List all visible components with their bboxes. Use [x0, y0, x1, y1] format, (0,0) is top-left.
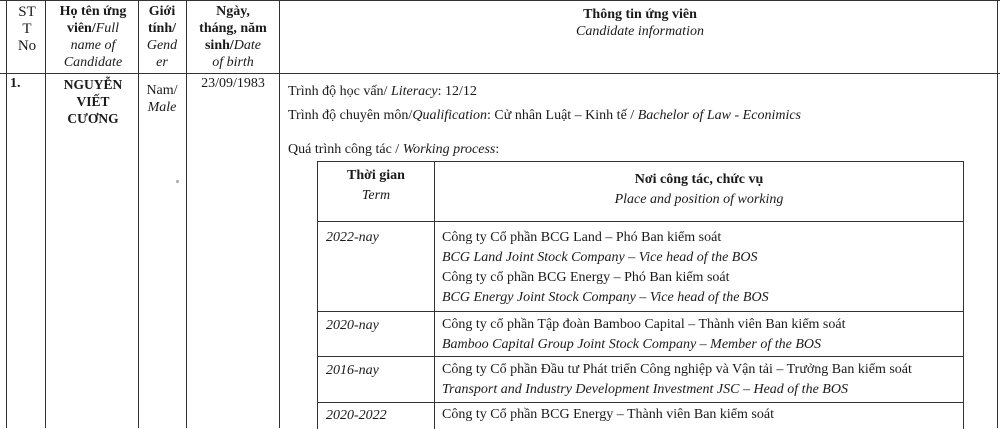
- qualification-value-vi: : Cử nhân Luật – Kinh tế /: [487, 108, 638, 123]
- work-table-row-border: [318, 311, 963, 312]
- work-table-header-border: [318, 221, 963, 222]
- place-line: Bamboo Capital Group Joint Stock Company – Member of the BOS: [442, 337, 821, 352]
- header-info: [280, 6, 1000, 40]
- table-row-term: 2020-2022: [326, 408, 387, 423]
- col-border-name: [138, 0, 139, 428]
- candidate-gender-vi: Nam/: [146, 83, 178, 98]
- header-name-line: name of: [70, 38, 116, 53]
- place-line: BCG Energy Joint Stock Company – Vice head of the BOS: [442, 290, 769, 305]
- literacy-label-en: Literacy: [390, 84, 438, 99]
- candidate-name: [48, 76, 138, 127]
- header-dob-line: Ngày,: [216, 4, 250, 19]
- header-dob-line: Date: [233, 38, 262, 53]
- place-line: Công ty Cổ phần BCG Land – Phó Ban kiểm soát: [442, 230, 722, 245]
- term-header-en: Term: [361, 188, 391, 203]
- col-border-left: [6, 0, 7, 428]
- working-process-line: [288, 141, 499, 158]
- candidate-name-line: VIẾT: [76, 94, 110, 109]
- literacy-value: : 12/12: [437, 84, 477, 99]
- header-stt-line: T: [22, 21, 32, 37]
- header-stt-line: ST: [18, 4, 36, 20]
- header-name-line: Họ tên ứng: [59, 4, 127, 19]
- col-border-dob: [279, 0, 280, 428]
- place-line: Công ty Cổ phần Đầu tư Phát triển Công nghiệp và Vận tải – Trưởng Ban kiểm soát: [442, 362, 912, 377]
- table-row-term: 2022-nay: [326, 230, 379, 245]
- candidate-name-line: CƯƠNG: [67, 111, 119, 126]
- header-bottom-border: [0, 73, 1000, 74]
- col-border-right: [997, 0, 998, 428]
- place-header-vi: Nơi công tác, chức vụ: [634, 172, 764, 187]
- header-dob: [188, 3, 278, 71]
- work-table-row-border: [318, 356, 963, 357]
- work-table-term-header: [318, 166, 434, 206]
- candidate-gender-en: Male: [147, 100, 177, 115]
- header-name-line: viên/: [66, 21, 96, 36]
- place-line: Công ty Cổ phần BCG Energy – Thành viên Ban kiểm soát: [442, 407, 774, 422]
- working-process-label-vi: Quá trình công tác /: [288, 142, 403, 157]
- header-stt: [12, 4, 42, 55]
- header-dob-line: sinh/: [204, 38, 234, 53]
- header-info-en: Candidate information: [576, 24, 704, 39]
- qualification-label-vi: Trình độ chuyên môn/: [288, 108, 413, 123]
- work-history-table: [317, 161, 964, 429]
- table-row-place: [442, 360, 912, 400]
- work-table-row-border: [318, 402, 963, 403]
- work-table-place-header: [435, 170, 963, 210]
- header-name-line: Full: [95, 21, 120, 36]
- header-dob-line: of birth: [212, 55, 254, 70]
- working-process-label-en: Working process: [402, 142, 496, 157]
- table-top-border: [0, 0, 1000, 1]
- scan-speck: [176, 180, 179, 183]
- candidate-dob: 23/09/1983: [201, 76, 265, 91]
- table-row-term: 2016-nay: [326, 363, 379, 378]
- term-header-vi: Thời gian: [347, 168, 405, 183]
- table-row-place: [442, 405, 774, 425]
- place-line: Công ty cổ phần Tập đoàn Bamboo Capital – Thành viên Ban kiểm soát: [442, 317, 846, 332]
- place-header-en: Place and position of working: [614, 192, 784, 207]
- header-info-vi: Thông tin ứng viên: [583, 7, 697, 22]
- header-name-line: Candidate: [63, 55, 123, 70]
- header-name: [48, 3, 138, 71]
- header-gender-line: er: [156, 55, 168, 70]
- candidate-name-line: NGUYỄN: [63, 77, 123, 92]
- place-line: Công ty cổ phần BCG Energy – Phó Ban kiểm soát: [442, 270, 730, 285]
- header-stt-line: No: [17, 38, 37, 54]
- header-gender-line: Gend: [146, 38, 178, 53]
- place-line: BCG Land Joint Stock Company – Vice head of the BOS: [442, 250, 758, 265]
- col-border-stt: [45, 0, 46, 428]
- header-gender-line: Giới: [148, 4, 176, 19]
- col-border-gender: [186, 0, 187, 428]
- header-gender-line: tính/: [147, 21, 176, 36]
- qualification-value-en: Bachelor of Law - Econimics: [637, 108, 801, 123]
- header-dob-line: tháng, năm: [199, 21, 267, 36]
- literacy-line: [288, 83, 477, 100]
- place-line: Transport and Industry Development Investment JSC – Head of the BOS: [442, 382, 848, 397]
- literacy-label-vi: Trình độ học vấn/: [288, 84, 391, 99]
- header-gender: [140, 3, 184, 71]
- table-row-place: [442, 315, 845, 355]
- working-process-colon: :: [495, 142, 500, 157]
- qualification-label-en: Qualification: [412, 108, 487, 123]
- table-row-place: [442, 228, 769, 308]
- candidate-gender: [140, 82, 184, 116]
- row-number: 1.: [10, 76, 21, 91]
- qualification-line: [288, 107, 801, 124]
- table-row-term: 2020-nay: [326, 318, 379, 333]
